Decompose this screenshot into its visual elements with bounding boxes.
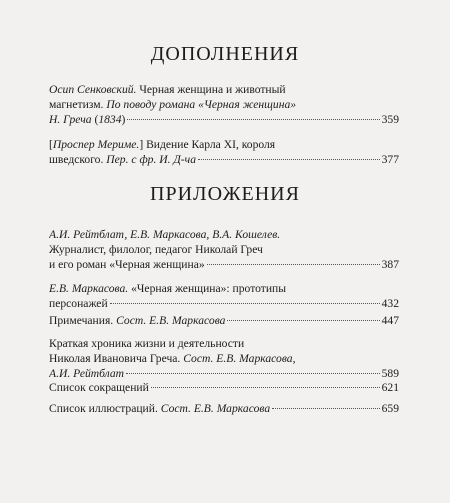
entry-text: и его роман «Черная женщина» (49, 258, 205, 271)
entry-line-last (49, 313, 399, 328)
dot-leader (198, 159, 380, 160)
section-heading-prilozheniya: ПРИЛОЖЕНИЯ (150, 183, 300, 205)
entry-line: Журналист, филолог, педагог Николай Греч (49, 243, 263, 256)
entry-line-last (49, 112, 399, 127)
author: Осип Сенковский. (49, 83, 137, 96)
section-heading-dopolneniya: ДОПОЛНЕНИЯ (150, 43, 300, 65)
entry-text: шведского. Пер. с фр. И. Д-ча (49, 153, 196, 166)
entry-text: персонажей (49, 297, 108, 310)
page-number: 621 (381, 381, 399, 394)
toc-entry-illustrations (49, 401, 399, 416)
subtitle: По поводу романа «Черная женщина» (106, 98, 297, 111)
toc-entry-notes (49, 313, 399, 328)
entry-line-last (49, 257, 399, 272)
dot-leader (227, 320, 379, 321)
entry-line: Краткая хроника жизни и деятельности (49, 337, 245, 350)
entry-line: Осип Сенковский. Черная женщина и животный (49, 83, 286, 96)
entry-line-last (49, 401, 399, 416)
page-number: 359 (381, 113, 399, 126)
toc-entry-senkovsky (49, 82, 399, 127)
dot-leader (272, 408, 379, 409)
toc-entry-merimee (49, 137, 399, 167)
dot-leader (207, 264, 380, 265)
entry-line: Е.В. Маркасова. «Черная женщина»: прототипы (49, 282, 287, 295)
entry-text: А.И. Рейтблат (49, 367, 125, 380)
entry-text: Н. Греча (1834) (49, 113, 126, 126)
toc-entry-abbreviations (49, 380, 399, 395)
entry-line: Николая Ивановича Греча. Сост. Е.В. Маркасова, (49, 352, 296, 365)
toc-entry-reitblat (49, 227, 399, 272)
dot-leader (126, 373, 380, 374)
page-number: 659 (381, 402, 399, 415)
dot-leader (127, 119, 379, 120)
entry-line (49, 227, 399, 242)
entry-line-last (49, 380, 399, 395)
entry-text: Примечания. Сост. Е.В. Маркасова (49, 314, 226, 327)
page-number: 447 (381, 314, 399, 327)
entry-text: Список иллюстраций. Сост. Е.В. Маркасова (49, 402, 271, 415)
entry-line: магнетизм. По поводу романа «Черная женщина» (49, 98, 297, 111)
entry-line-last (49, 296, 399, 311)
author: Е.В. Маркасова. (49, 282, 129, 295)
entry-line: [Проспер Мериме.] Видение Карла XI, короля (49, 138, 276, 151)
page-number: 432 (381, 297, 399, 310)
entry-text: Список сокращений (49, 381, 149, 394)
toc-entry-chronicle (49, 336, 399, 381)
page-number: 377 (381, 153, 399, 166)
authors: А.И. Рейтблат, Е.В. Маркасова, В.А. Кошелев. (49, 228, 281, 241)
dot-leader (110, 303, 380, 304)
toc-entry-markasova-prototypes (49, 281, 399, 311)
page-number: 589 (381, 367, 399, 380)
page-number: 387 (381, 258, 399, 271)
dot-leader (151, 387, 380, 388)
entry-line-last (49, 152, 399, 167)
entry-line-last (49, 366, 399, 381)
